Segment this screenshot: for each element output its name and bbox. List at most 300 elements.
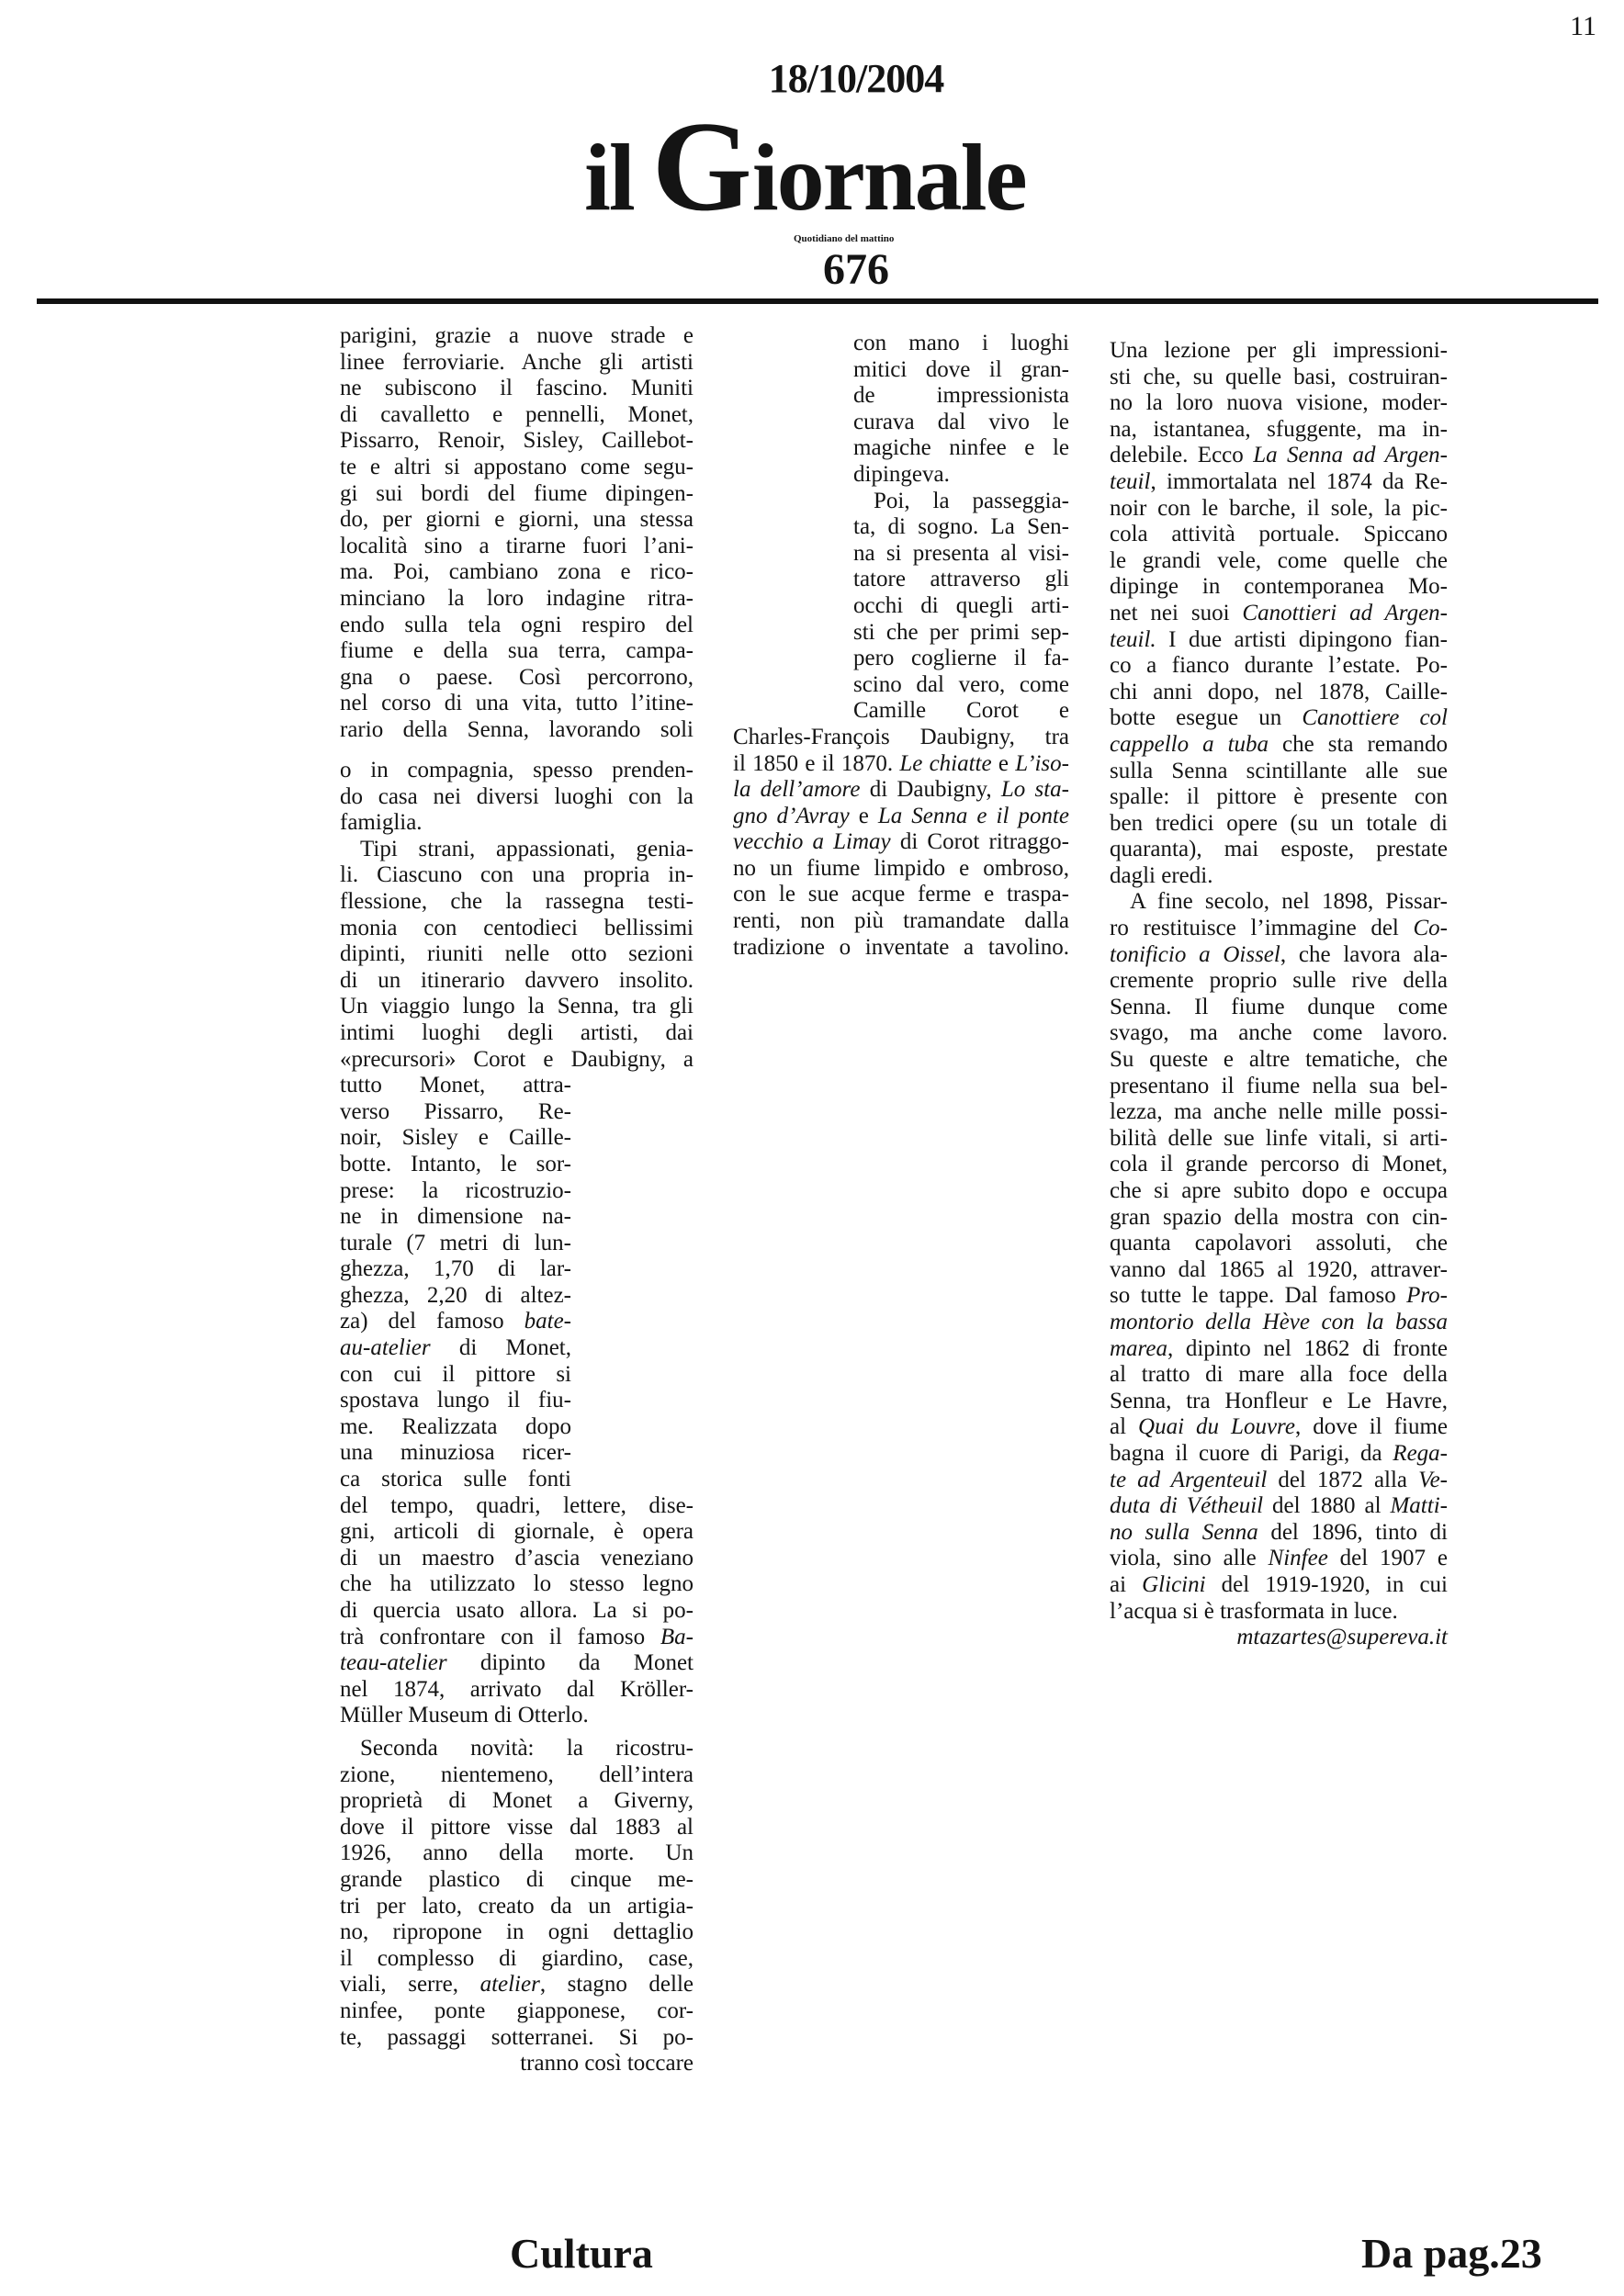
text-segment: Pissarro, Renoir, Sisley, Caillebot- [340,428,694,454]
text-segment: di Corot ritraggo- [890,829,1069,855]
masthead-iornale: iornale [751,125,1026,231]
text-line [1110,496,1448,523]
text-line [1110,1099,1448,1126]
text-segment: de impressionista [853,383,1069,409]
text-segment: pero coglierne il fa- [853,646,1069,671]
text-segment: delebile. Ecco [1110,443,1254,468]
text-segment: sti che, su quelle basi, costruiran- [1110,364,1448,389]
text-line [1110,1572,1448,1599]
text-segment: za) del famoso [340,1309,524,1334]
text-segment: noir, Sisley e Caille- [340,1125,571,1151]
text-segment: renti, non più tramandate dalla [733,908,1069,934]
text-segment: linee ferroviarie. Anche gli artisti [340,349,694,375]
text-line [853,410,1069,436]
text-line [340,837,694,863]
text-segment: cola attività portuale. Spiccano [1110,522,1448,547]
text-segment: dipinti, riuniti nelle otto sezioni [340,941,694,967]
text-segment: ne subiscono il fascino. Muniti [340,376,694,401]
italic-title: L’iso- [1015,750,1069,776]
text-line [340,941,694,968]
text-segment: curava dal vivo le [853,409,1069,434]
italic-title: Quai du Louvre [1138,1414,1295,1440]
text-segment: no la loro nuova visione, moder- [1110,390,1448,416]
text-segment: te, passaggi sotterranei. Si po- [340,2024,694,2050]
issue-number: 676 [823,245,889,294]
masthead-g: G [651,96,752,238]
text-line [733,829,1069,856]
text-segment: no un fiume limpido e ombroso, [733,855,1069,881]
text-segment: ghezza, 1,70 di lar- [340,1256,571,1282]
text-line [1110,1283,1448,1310]
italic-title: vecchio a Limay [733,829,891,855]
text-segment: ne in dimensione na- [340,1204,571,1230]
text-segment: co a fianco durante l’estate. Po- [1110,653,1448,679]
text-line [1110,863,1448,890]
text-line [340,1894,694,1920]
text-segment: al [1110,1414,1139,1440]
text-line [1110,811,1448,838]
text-line [1110,1599,1448,1626]
text-line [1110,522,1448,548]
text-segment: trà confrontare con il famoso [340,1624,660,1649]
text-line [1110,1126,1448,1153]
text-segment: con le sue acque ferme e traspa- [733,882,1069,907]
text-line [340,691,694,717]
text-line [340,481,694,508]
text-line [340,1414,571,1441]
italic-title: Glicini [1142,1571,1206,1597]
italic-title: Lo sta- [1000,777,1069,803]
text-line [733,777,1069,804]
text-line [340,1283,571,1310]
text-segment: gna o paese. Così percorrono, [340,664,694,690]
text-segment: che sta remando [1269,731,1448,757]
italic-title: no sulla Senna [1110,1519,1258,1545]
text-line [853,593,1069,620]
text-segment: me. Realizzata dopo [340,1413,571,1439]
publication-date: 18/10/2004 [768,56,944,101]
text-segment: Una lezione per gli impressioni- [1110,338,1448,363]
text-line [1110,1020,1448,1047]
masthead-tagline: Quotidiano del mattino [794,233,895,244]
text-segment: l’acqua si è trasformata in luce. [1110,1598,1398,1624]
text-segment: dipingeva. [853,461,950,487]
text-segment: spalle: il pittore è presente con [1110,784,1448,810]
text-line [340,810,694,837]
masthead-il: il [584,125,634,231]
text-line [853,383,1069,410]
text-segment: Senna, tra Honfleur e Le Havre, [1110,1388,1448,1413]
text-segment: , dipinto nel 1862 di fronte [1167,1335,1448,1361]
text-line [733,882,1069,908]
text-line [1110,1257,1448,1284]
text-segment: viali, serre, [340,1972,480,1998]
text-segment: gi sui bordi del fiume dipingen- [340,480,694,506]
text-line [340,916,694,942]
text-line [340,1309,571,1335]
text-segment: nel corso di una vita, tutto l’itine- [340,691,694,716]
text-segment: Su queste e altre tematiche, che [1110,1047,1448,1073]
text-segment: svago, ma anche come lavoro. [1110,1020,1448,1046]
text-segment: Un viaggio lungo la Senna, tra gli [340,994,694,1019]
text-segment: li. Ciascuno con una propria in- [340,862,694,888]
text-line [853,435,1069,462]
text-line [1110,1546,1448,1572]
text-line [340,1519,694,1546]
text-line [340,1840,694,1867]
text-line [853,698,1069,725]
text-segment: del 1880 al [1263,1493,1391,1519]
text-line [1110,916,1448,942]
italic-title: cappello a tuba [1110,731,1269,757]
text-line [340,638,694,665]
text-segment: , dove il fiume [1294,1414,1448,1440]
italic-title: mtazartes@supereva.it [1236,1625,1448,1650]
text-line [733,751,1069,778]
text-line [1110,732,1448,759]
text-line [1110,548,1448,575]
text-line [1110,443,1448,469]
text-segment: ninfee, ponte giapponese, cor- [340,1998,694,2023]
text-segment: tatore attraverso gli [853,567,1069,592]
text-segment: magiche ninfee e le [853,435,1069,461]
text-line [340,1546,694,1572]
italic-title: teuil [1110,468,1151,494]
text-segment: ta, di sogno. La Sen- [853,514,1069,540]
text-segment: dipinto da Monet [446,1650,694,1676]
text-segment: ro restituisce l’immagine del [1110,916,1414,941]
text-segment: di quercia usato allora. La si po- [340,1598,694,1623]
text-segment: dove il pittore visse dal 1883 al [340,1814,694,1840]
text-segment: fiume e della sua terra, campa- [340,638,694,664]
italic-title: Pro- [1406,1283,1448,1309]
text-segment: 1926, anno della morte. Un [340,1840,694,1866]
text-segment: Charles-François Daubigny, tra [733,724,1069,749]
text-line [1110,627,1448,654]
text-segment: e [849,803,878,828]
italic-title: duta di Vétheuil [1110,1493,1264,1519]
text-line [340,402,694,429]
article-column-1-block-3 [340,1736,694,2077]
text-line [340,1178,571,1205]
text-segment: cremente proprio sulle rive della [1110,968,1448,994]
text-segment: intimi luoghi degli artisti, dai [340,1019,694,1045]
text-segment: chi anni dopo, nel 1878, Caille- [1110,679,1448,704]
text-segment: del 1919-1920, in cui [1205,1571,1448,1597]
text-line [340,1020,694,1047]
text-segment: tranno così toccare [520,2051,694,2077]
text-line [1110,417,1448,444]
italic-title: Co- [1413,916,1448,941]
text-line [340,1388,571,1414]
text-line [340,1736,694,1762]
text-line [853,567,1069,593]
text-line [340,455,694,481]
text-segment: dipinge in contemporanea Mo- [1110,574,1448,600]
header-divider [37,298,1598,304]
text-line [340,1867,694,1894]
text-line [340,1650,694,1677]
text-segment: tradizione o inventate a tavolino. [733,934,1069,960]
text-segment: scino dal vero, come [853,671,1069,697]
italic-title: atelier [479,1972,540,1998]
text-line [340,586,694,613]
text-segment: Senna. Il fiume dunque come [1110,994,1448,1019]
text-line [340,1073,571,1099]
text-line [340,1762,694,1789]
text-segment: presentano il fiume nella sua bel- [1110,1073,1448,1098]
italic-title: bate- [524,1309,571,1334]
text-segment: di un itinerario davvero insolito. [340,967,694,993]
italic-title: Ba- [660,1624,694,1649]
text-segment: di Monet, [430,1335,571,1361]
text-segment: sti che per primi sep- [853,619,1069,645]
text-segment: proprietà di Monet a Giverny, [340,1788,694,1814]
text-segment: e [991,750,1016,776]
text-line [340,1047,694,1074]
text-line [340,1598,694,1625]
text-line [853,357,1069,384]
text-line [853,646,1069,672]
text-segment: Müller Museum di Otterlo. [340,1703,589,1728]
text-segment: le grandi vele, come quelle che [1110,547,1448,573]
text-segment: il complesso di giardino, case, [340,1945,694,1971]
text-line [1110,1389,1448,1415]
text-segment: che ha utilizzato lo stesso legno [340,1571,694,1597]
italic-title: teau-atelier [340,1650,447,1676]
italic-title: tonificio a Oissel [1110,941,1280,967]
text-line [340,784,694,811]
text-line [340,2051,694,2077]
text-line [340,350,694,377]
text-segment: sulla Senna scintillante alle sue [1110,758,1448,783]
text-line [340,758,694,784]
text-line [340,1625,694,1651]
text-segment: ben tredici opere (su un totale di [1110,810,1448,836]
text-segment: di cavalletto e pennelli, Monet, [340,401,694,427]
continued-from-label: Da pag.23 [1361,2230,1542,2277]
text-segment: vanno dal 1865 al 1920, attraver- [1110,1256,1448,1282]
text-segment: il 1850 e il 1870. [733,750,900,776]
text-line [340,1152,571,1178]
text-line [340,1125,571,1152]
text-segment: , immortalata nel 1874 da Re- [1150,468,1448,494]
text-line [340,1362,571,1389]
text-segment: al tratto di mare alla foce della [1110,1362,1448,1388]
text-line [340,862,694,889]
text-line [733,908,1069,935]
text-line [340,1919,694,1946]
text-segment: dagli eredi. [1110,862,1213,888]
text-segment: ca storica sulle fonti [340,1467,571,1492]
text-segment: famiglia. [340,810,423,836]
italic-title: Canottiere col [1302,705,1448,731]
text-line [340,1946,694,1973]
text-segment: prese: la ricostruzio- [340,1177,571,1203]
text-line [1110,1493,1448,1520]
text-line [1110,784,1448,811]
text-segment: verso Pissarro, Re- [340,1098,571,1124]
text-segment: del 1907 e [1327,1546,1448,1571]
text-line [340,1972,694,1998]
text-segment: so tutte le tappe. Dal famoso [1110,1283,1407,1309]
text-segment: do, per giorni e giorni, una stessa [340,507,694,533]
text-line [853,514,1069,541]
text-line [340,1256,571,1283]
text-line [340,1204,571,1231]
text-line [340,1998,694,2025]
text-segment: do casa nei diversi luoghi con la [340,783,694,809]
text-segment: turale (7 metri di lun- [340,1230,571,1255]
italic-title: montorio della Hève con la bassa [1110,1309,1448,1334]
text-line [340,665,694,692]
text-segment: flessione, che la rassegna testi- [340,888,694,914]
text-line [1110,653,1448,680]
text-segment: gran spazio della mostra con cin- [1110,1204,1448,1230]
text-line [1110,1205,1448,1232]
text-segment: che si apre subito dopo e occupa [1110,1178,1448,1203]
italic-title: la dell’amore [733,777,861,803]
text-line [340,534,694,560]
italic-title: Le chiatte [899,750,992,776]
text-line [1110,759,1448,785]
text-line [733,856,1069,883]
text-line [340,1467,571,1493]
text-segment: di Daubigny, [860,777,1001,803]
text-line [1110,1047,1448,1074]
italic-title: La Senna e il ponte [877,803,1069,828]
text-segment: parigini, grazie a nuove strade e [340,323,694,348]
text-segment: ai [1110,1571,1143,1597]
text-line [1110,1625,1448,1651]
italic-title: gno d’Avray [733,803,850,828]
text-line [1110,705,1448,732]
text-segment: Camille Corot e [853,698,1069,724]
text-line [853,541,1069,568]
text-segment: lezza, ma anche nelle mille possi- [1110,1099,1448,1125]
text-segment: na, istantanea, sfuggente, ma in- [1110,416,1448,442]
masthead-logo [584,96,1135,244]
text-line [340,507,694,534]
text-line [1110,1178,1448,1205]
text-line [1110,1310,1448,1336]
text-segment: «precursori» Corot e Daubigny, a [340,1046,694,1072]
text-segment: mitici dove il gran- [853,356,1069,382]
text-segment: no, ripropone in ogni dettaglio [340,1919,694,1945]
italic-title: Canottieri ad Argen- [1242,600,1448,625]
text-line [1110,365,1448,391]
text-segment: Tipi strani, appassionati, genia- [360,836,694,861]
text-line [1110,1231,1448,1257]
text-line [340,1493,694,1520]
article-column-2 [733,331,1069,961]
text-line [340,323,694,350]
text-segment: endo sulla tela ogni respiro del [340,612,694,637]
text-line [1110,469,1448,496]
text-line [853,331,1069,357]
text-line [1110,680,1448,706]
text-line [1110,338,1448,365]
text-segment: cola il grande percorso di Monet, [1110,1152,1448,1177]
text-line [733,804,1069,830]
text-line [733,935,1069,962]
italic-title: teuil. [1110,626,1156,652]
text-segment: del 1872 alla [1267,1467,1419,1492]
text-line [1110,1468,1448,1494]
text-line [853,672,1069,699]
article-column-1-block-1 [340,323,694,744]
text-line [340,559,694,586]
text-line [1110,968,1448,995]
text-segment: A fine secolo, nel 1898, Pissar- [1130,889,1448,915]
text-line [1110,601,1448,627]
text-line [340,1099,571,1126]
italic-title: te ad Argenteuil [1110,1467,1268,1492]
text-line [1110,1520,1448,1547]
italic-title: Ninfee [1268,1546,1328,1571]
text-segment: monia con centodieci bellissimi [340,915,694,940]
text-line [340,717,694,744]
italic-title: La Senna ad Argen- [1253,443,1448,468]
text-segment: nel 1874, arrivato dal Kröller- [340,1676,694,1702]
masthead-wordmark [584,96,1135,238]
text-segment: botte. Intanto, le sor- [340,1151,571,1176]
text-line [1110,889,1448,916]
text-segment: località sino a tirarne fuori l’ani- [340,533,694,558]
text-segment: occhi di quegli arti- [853,592,1069,618]
text-line [340,1703,694,1729]
text-line [340,1440,571,1467]
text-line [1110,1441,1448,1468]
text-segment: grande plastico di cinque me- [340,1866,694,1892]
text-segment: quaranta), mai esposte, prestate [1110,837,1448,862]
text-segment: o in compagnia, spesso prenden- [340,758,694,782]
italic-title: marea [1110,1335,1167,1361]
text-segment: noir con le barche, il sole, la pic- [1110,495,1448,521]
text-line [340,1677,694,1704]
text-line [1110,574,1448,601]
text-line [1110,837,1448,863]
text-line [340,1788,694,1815]
section-label: Cultura [510,2230,653,2277]
italic-title: au-atelier [340,1335,431,1361]
text-segment: na si presenta al visi- [853,540,1069,566]
text-line [1110,1336,1448,1363]
text-line [1110,1074,1448,1100]
text-segment: viola, sino alle [1110,1546,1269,1571]
text-line [340,1231,571,1257]
page-number: 11 [1570,11,1596,41]
text-segment: te e altri si appostano come segu- [340,454,694,479]
text-segment: , stagno delle [539,1972,694,1998]
text-segment: del tempo, quadri, lettere, dise- [340,1492,694,1518]
text-segment: minciano la loro indagine ritra- [340,585,694,611]
italic-title: Ve- [1418,1467,1448,1492]
text-segment: bagna il cuore di Parigi, da [1110,1440,1393,1466]
text-segment: , che lavora ala- [1280,941,1449,967]
text-segment: Seconda novità: la ricostru- [360,1736,694,1761]
article-column-3 [1110,338,1448,1651]
text-segment: di un maestro d’ascia veneziano [340,1545,694,1570]
text-segment: zione, nientemeno, dell’intera [340,1761,694,1787]
text-segment: I due artisti dipingono fian- [1156,626,1448,652]
text-segment: net nei suoi [1110,600,1243,625]
text-segment: bilità delle sue linfe vitali, si arti- [1110,1125,1448,1151]
text-line [1110,1362,1448,1389]
text-line [340,376,694,402]
text-segment: con mano i luoghi [853,331,1069,355]
text-line [340,889,694,916]
